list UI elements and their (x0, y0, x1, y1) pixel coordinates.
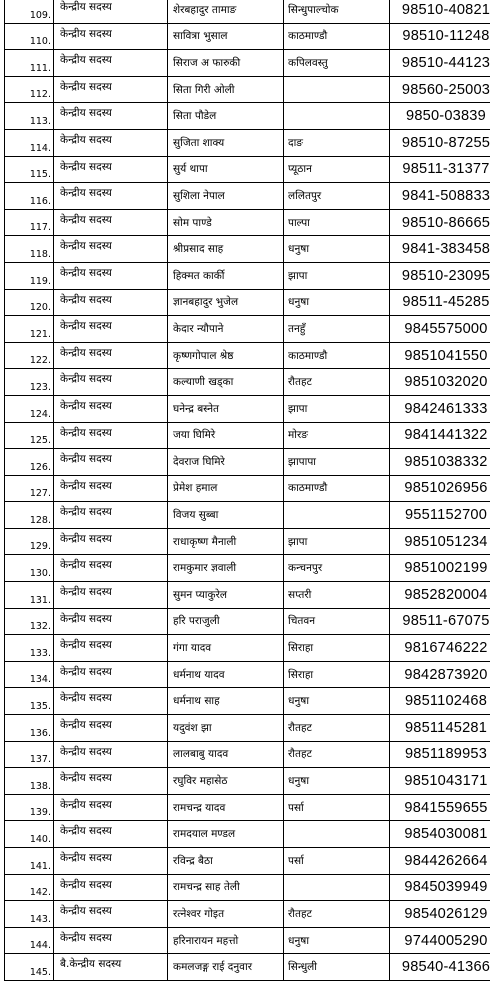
phone-number-cell: 9816746222 (390, 635, 490, 662)
table-row (5, 794, 490, 821)
serial-number-cell: 142. (5, 874, 54, 901)
serial-number-cell: 117. (5, 209, 54, 236)
position-cell: केन्द्रीय सदस्य (54, 236, 168, 263)
member-name-cell: देवराज घिमिरे (168, 449, 284, 476)
position-cell: केन्द्रीय सदस्य (54, 901, 168, 928)
phone-number-cell: 98560-25003 (390, 76, 490, 103)
phone-number-cell: 98511-31377 (390, 156, 490, 183)
district-cell: रौतहट (284, 715, 390, 742)
serial-number-cell: 114. (5, 129, 54, 156)
member-name-cell: धर्मनाथ साह (168, 688, 284, 715)
position-cell: केन्द्रीय सदस्य (54, 475, 168, 502)
table-row (5, 289, 490, 316)
members-table (4, 0, 490, 981)
member-name-cell: सोम पाण्डे (168, 209, 284, 236)
position-cell: केन्द्रीय सदस्य (54, 715, 168, 742)
district-cell (284, 874, 390, 901)
member-name-cell: रामदयाल मण्डल (168, 821, 284, 848)
serial-number-cell: 143. (5, 901, 54, 928)
phone-number-cell: 9844262664 (390, 848, 490, 875)
position-cell: केन्द्रीय सदस्य (54, 661, 168, 688)
member-name-cell: यदुवंश झा (168, 715, 284, 742)
phone-number-cell: 9845039949 (390, 874, 490, 901)
serial-number-cell: 135. (5, 688, 54, 715)
position-cell: केन्द्रीय सदस्य (54, 741, 168, 768)
member-name-cell: रामकुमार ज्ञवाली (168, 555, 284, 582)
serial-number-cell: 120. (5, 289, 54, 316)
serial-number-cell: 110. (5, 23, 54, 50)
position-cell: केन्द्रीय सदस्य (54, 635, 168, 662)
position-cell: केन्द्रीय सदस्य (54, 422, 168, 449)
district-cell: तनहुँ (284, 316, 390, 343)
position-cell: केन्द्रीय सदस्य (54, 50, 168, 77)
phone-number-cell: 98510-40821 (390, 0, 490, 23)
serial-number-cell: 145. (5, 954, 54, 981)
serial-number-cell: 126. (5, 449, 54, 476)
member-name-cell: सिता गिरी ओली (168, 76, 284, 103)
phone-number-cell: 9841559655 (390, 794, 490, 821)
serial-number-cell: 112. (5, 76, 54, 103)
serial-number-cell: 128. (5, 502, 54, 529)
table-row (5, 449, 490, 476)
serial-number-cell: 123. (5, 369, 54, 396)
member-name-cell: सिता पौडेल (168, 103, 284, 130)
table-row (5, 661, 490, 688)
position-cell: केन्द्रीय सदस्य (54, 262, 168, 289)
table-row (5, 262, 490, 289)
phone-number-cell: 9841-508833 (390, 183, 490, 210)
serial-number-cell: 124. (5, 395, 54, 422)
member-name-cell: सुर्य थापा (168, 156, 284, 183)
table-row (5, 76, 490, 103)
member-name-cell: सुमन प्याकुरेल (168, 582, 284, 609)
district-cell (284, 502, 390, 529)
table-row (5, 316, 490, 343)
district-cell (284, 821, 390, 848)
position-cell: केन्द्रीय सदस्य (54, 608, 168, 635)
district-cell: काठमाण्डौ (284, 342, 390, 369)
position-cell: केन्द्रीय सदस्य (54, 0, 168, 23)
serial-number-cell: 133. (5, 635, 54, 662)
phone-number-cell: 9842461333 (390, 395, 490, 422)
position-cell: केन्द्रीय सदस्य (54, 768, 168, 795)
district-cell: दाङ (284, 129, 390, 156)
district-cell: धनुषा (284, 768, 390, 795)
phone-number-cell: 9845575000 (390, 316, 490, 343)
member-name-cell: रत्नेश्वर गोइत (168, 901, 284, 928)
table-row (5, 555, 490, 582)
phone-number-cell: 9551152700 (390, 502, 490, 529)
district-cell: चितवन (284, 608, 390, 635)
district-cell: सिराहा (284, 635, 390, 662)
table-row (5, 927, 490, 954)
table-row (5, 342, 490, 369)
phone-number-cell: 9851041550 (390, 342, 490, 369)
district-cell: ललितपुर (284, 183, 390, 210)
table-row (5, 395, 490, 422)
table-row (5, 874, 490, 901)
table-row (5, 50, 490, 77)
member-name-cell: गंगा यादव (168, 635, 284, 662)
member-name-cell: केदार न्यौपाने (168, 316, 284, 343)
position-cell: केन्द्रीय सदस्य (54, 103, 168, 130)
serial-number-cell: 132. (5, 608, 54, 635)
district-cell: मोरङ (284, 422, 390, 449)
position-cell: केन्द्रीय सदस्य (54, 183, 168, 210)
table-row (5, 715, 490, 742)
phone-number-cell: 98510-87255 (390, 129, 490, 156)
phone-number-cell: 9744005290 (390, 927, 490, 954)
district-cell: धनुषा (284, 289, 390, 316)
table-row (5, 954, 490, 981)
serial-number-cell: 113. (5, 103, 54, 130)
table-row (5, 209, 490, 236)
table-row (5, 848, 490, 875)
member-name-cell: राधाकृष्ण मैनाली (168, 528, 284, 555)
position-cell: बै.केन्द्रीय सदस्य (54, 954, 168, 981)
phone-number-cell: 98510-44123 (390, 50, 490, 77)
serial-number-cell: 118. (5, 236, 54, 263)
position-cell: केन्द्रीय सदस्य (54, 927, 168, 954)
district-cell: सप्तरी (284, 582, 390, 609)
member-name-cell: कल्याणी खड्का (168, 369, 284, 396)
position-cell: केन्द्रीय सदस्य (54, 794, 168, 821)
phone-number-cell: 9852820004 (390, 582, 490, 609)
table-row (5, 741, 490, 768)
phone-number-cell: 9841-383458 (390, 236, 490, 263)
serial-number-cell: 130. (5, 555, 54, 582)
table-row (5, 183, 490, 210)
position-cell: केन्द्रीय सदस्य (54, 582, 168, 609)
table-row (5, 688, 490, 715)
member-name-cell: लालबाबु यादव (168, 741, 284, 768)
position-cell: केन्द्रीय सदस्य (54, 449, 168, 476)
phone-number-cell: 9851026956 (390, 475, 490, 502)
district-cell: झापा (284, 528, 390, 555)
phone-number-cell: 9851038332 (390, 449, 490, 476)
district-cell: रौतहट (284, 369, 390, 396)
table-row (5, 768, 490, 795)
member-name-cell: शेरबहादुर तामाङ (168, 0, 284, 23)
serial-number-cell: 111. (5, 50, 54, 77)
district-cell (284, 103, 390, 130)
district-cell: काठमाण्डौ (284, 475, 390, 502)
serial-number-cell: 127. (5, 475, 54, 502)
phone-number-cell: 9851189953 (390, 741, 490, 768)
district-cell: झापापा (284, 449, 390, 476)
serial-number-cell: 125. (5, 422, 54, 449)
member-name-cell: श्रीप्रसाद साह (168, 236, 284, 263)
member-name-cell: कमलजङ्ग राई दनुवार (168, 954, 284, 981)
position-cell: केन्द्रीय सदस्य (54, 874, 168, 901)
position-cell: केन्द्रीय सदस्य (54, 23, 168, 50)
member-name-cell: सावित्रा भुसाल (168, 23, 284, 50)
serial-number-cell: 131. (5, 582, 54, 609)
table-row (5, 635, 490, 662)
phone-number-cell: 9851102468 (390, 688, 490, 715)
district-cell: रौतहट (284, 741, 390, 768)
phone-number-cell: 9851043171 (390, 768, 490, 795)
position-cell: केन्द्रीय सदस्य (54, 156, 168, 183)
member-name-cell: घनेन्द्र बस्नेत (168, 395, 284, 422)
position-cell: केन्द्रीय सदस्य (54, 76, 168, 103)
serial-number-cell: 134. (5, 661, 54, 688)
serial-number-cell: 109. (5, 0, 54, 23)
district-cell: झापा (284, 262, 390, 289)
member-name-cell: जया घिमिरे (168, 422, 284, 449)
member-name-cell: सुजिता शाक्य (168, 129, 284, 156)
district-cell: झापा (284, 395, 390, 422)
serial-number-cell: 136. (5, 715, 54, 742)
table-row (5, 129, 490, 156)
district-cell: सिन्धुली (284, 954, 390, 981)
district-cell: धनुषा (284, 688, 390, 715)
position-cell: केन्द्रीय सदस्य (54, 502, 168, 529)
table-row (5, 369, 490, 396)
phone-number-cell: 9851051234 (390, 528, 490, 555)
table-row (5, 582, 490, 609)
district-cell: कन्चनपुर (284, 555, 390, 582)
table-row (5, 502, 490, 529)
district-cell: सिन्धुपाल्चोक (284, 0, 390, 23)
position-cell: केन्द्रीय सदस्य (54, 129, 168, 156)
position-cell: केन्द्रीय सदस्य (54, 289, 168, 316)
member-name-cell: सुशिला नेपाल (168, 183, 284, 210)
table-row (5, 23, 490, 50)
district-cell: प्यूठान (284, 156, 390, 183)
table-row (5, 821, 490, 848)
table-row (5, 528, 490, 555)
phone-number-cell: 98511-45285 (390, 289, 490, 316)
member-name-cell: हरि पराजुली (168, 608, 284, 635)
table-row (5, 236, 490, 263)
district-cell: पर्सा (284, 794, 390, 821)
serial-number-cell: 139. (5, 794, 54, 821)
member-name-cell: प्रेमेश हमाल (168, 475, 284, 502)
member-name-cell: सिराज अ फारुकी (168, 50, 284, 77)
district-cell: धनुषा (284, 236, 390, 263)
member-name-cell: रामचन्द्र साह तेली (168, 874, 284, 901)
table-row (5, 422, 490, 449)
table-row (5, 608, 490, 635)
table-row (5, 475, 490, 502)
district-cell: पर्सा (284, 848, 390, 875)
member-name-cell: ज्ञानबहादुर भुजेल (168, 289, 284, 316)
position-cell: केन्द्रीय सदस्य (54, 342, 168, 369)
phone-number-cell: 98510-23095 (390, 262, 490, 289)
table-row (5, 901, 490, 928)
position-cell: केन्द्रीय सदस्य (54, 555, 168, 582)
serial-number-cell: 140. (5, 821, 54, 848)
position-cell: केन्द्रीय सदस्य (54, 688, 168, 715)
member-name-cell: कृष्णगोपाल श्रेष्ठ (168, 342, 284, 369)
position-cell: केन्द्रीय सदस्य (54, 209, 168, 236)
district-cell: काठमाण्डौ (284, 23, 390, 50)
member-name-cell: रविन्द्र बैठा (168, 848, 284, 875)
position-cell: केन्द्रीय सदस्य (54, 848, 168, 875)
phone-number-cell: 9841441322 (390, 422, 490, 449)
district-cell: सिराहा (284, 661, 390, 688)
serial-number-cell: 119. (5, 262, 54, 289)
position-cell: केन्द्रीय सदस्य (54, 821, 168, 848)
position-cell: केन्द्रीय सदस्य (54, 395, 168, 422)
phone-number-cell: 9854026129 (390, 901, 490, 928)
serial-number-cell: 137. (5, 741, 54, 768)
phone-number-cell: 98540-41366 (390, 954, 490, 981)
district-cell: पाल्पा (284, 209, 390, 236)
phone-number-cell: 98511-67075 (390, 608, 490, 635)
phone-number-cell: 9854030081 (390, 821, 490, 848)
serial-number-cell: 144. (5, 927, 54, 954)
table-row (5, 103, 490, 130)
serial-number-cell: 121. (5, 316, 54, 343)
phone-number-cell: 9851145281 (390, 715, 490, 742)
member-name-cell: रामचन्द्र यादव (168, 794, 284, 821)
phone-number-cell: 98510-11248 (390, 23, 490, 50)
phone-number-cell: 9850-03839 (390, 103, 490, 130)
phone-number-cell: 9851032020 (390, 369, 490, 396)
district-cell: कपिलवस्तु (284, 50, 390, 77)
serial-number-cell: 115. (5, 156, 54, 183)
serial-number-cell: 116. (5, 183, 54, 210)
district-cell: रौतहट (284, 901, 390, 928)
member-name-cell: विजय सुब्बा (168, 502, 284, 529)
phone-number-cell: 9851002199 (390, 555, 490, 582)
serial-number-cell: 141. (5, 848, 54, 875)
district-cell (284, 76, 390, 103)
serial-number-cell: 122. (5, 342, 54, 369)
table-row (5, 0, 490, 23)
position-cell: केन्द्रीय सदस्य (54, 528, 168, 555)
district-cell: धनुषा (284, 927, 390, 954)
member-name-cell: रघुविर महासेठ (168, 768, 284, 795)
phone-number-cell: 9842873920 (390, 661, 490, 688)
members-table-body (5, 0, 490, 980)
phone-number-cell: 98510-86665 (390, 209, 490, 236)
member-name-cell: हरिनारायन महत्तो (168, 927, 284, 954)
serial-number-cell: 138. (5, 768, 54, 795)
member-name-cell: हिक्मत कार्की (168, 262, 284, 289)
position-cell: केन्द्रीय सदस्य (54, 369, 168, 396)
position-cell: केन्द्रीय सदस्य (54, 316, 168, 343)
table-row (5, 156, 490, 183)
member-name-cell: धर्मनाथ यादव (168, 661, 284, 688)
serial-number-cell: 129. (5, 528, 54, 555)
